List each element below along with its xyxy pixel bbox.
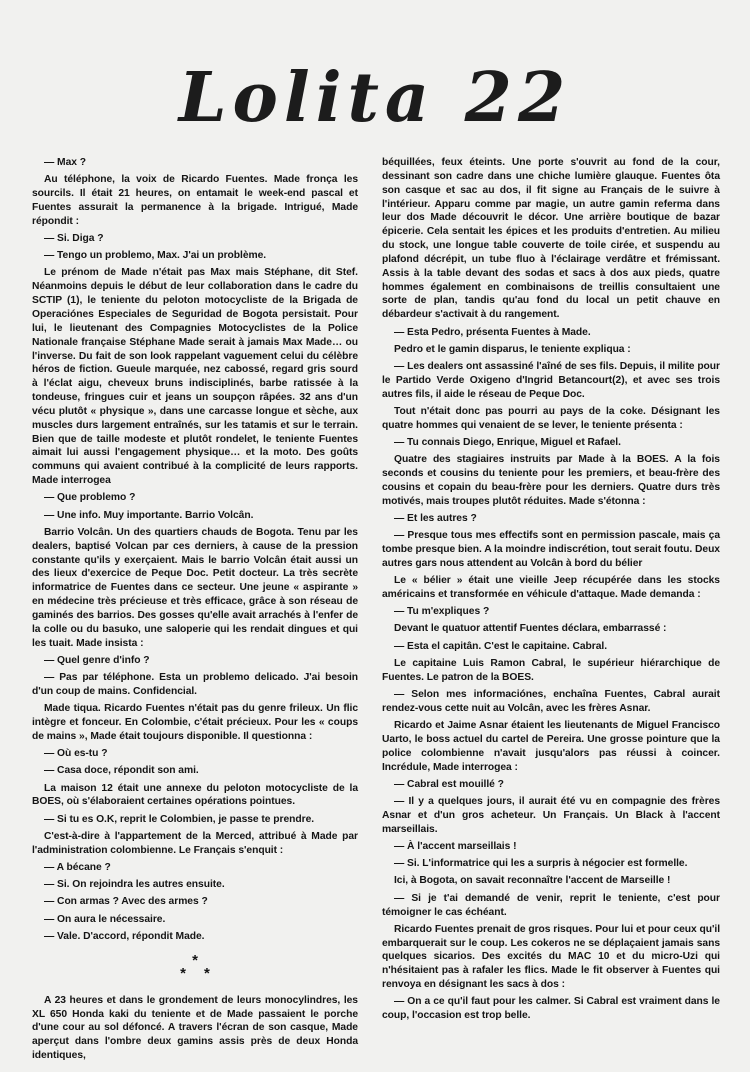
paragraph: — Con armas ? Avec des armes ?: [44, 896, 208, 908]
paragraph: Barrio Volcân. Un des quartiers chauds de Bogota. Tenu par les dealers, baptisé Volcan par ces derniers, à cause de la pression constante qu'ils y exerçaient. Mais le barrio Volcân était aussi un des lieux d'exercice de Peque Doc. Petit docteur. La très secrète informatrice de Fuentes dans ce secteur. Une jeune « aspirante » en médecine très précieuse et très efficace, grâce à son réseau de gaminés des barrios. Des gosses qu'elle avait arrachés à l'enfer de la colle ou du basuko, une saloperie qui les rendait dingues et qui les tuait. Made insista :: [32, 526, 358, 649]
paragraph: — Si. Diga ?: [44, 233, 104, 244]
paragraph: — Presque tous mes effectifs sont en permission pascale, mais ça tombe presque bien. A la moindre indiscrétion, tout serait foutu. Deux autres gars nous attendent au Volcân à bord du bélier: [382, 530, 720, 569]
paragraph: — Quel genre d'info ?: [44, 654, 150, 666]
paragraph: — Pas par téléphone. Esta un problemo delicado. J'ai besoin d'un coup de mains. Confidencial.: [32, 672, 358, 697]
paragraph: Quatre des stagiaires instruits par Made à la BOES. A la fois seconds et cousins du teniente pour les premiers, et beau-frère des cousins et copain du beau-frère pour les derniers. Quatre durs très motivés, mais troupes plutôt réduites. Made s'étonna :: [382, 454, 720, 507]
paragraph: — Tu m'expliques ?: [394, 606, 490, 618]
paragraph: A 23 heures et dans le grondement de leurs monocylindres, les XL 650 Honda kaki du teniente et de Made passaient le porche d'une cour au sol défoncé. A travers l'écran de son casque, Made aperçut dans l'ombre deux gamins assis près de deux Honda identiques,: [32, 994, 358, 1062]
paragraph: La maison 12 était une annexe du peloton motocycliste de la BOES, où s'élaboraient certaines opérations pointues.: [32, 782, 358, 808]
text-column-right: [382, 156, 720, 1036]
paragraph: — Casa doce, répondit son ami.: [44, 765, 199, 777]
paragraph: — Où es-tu ?: [44, 748, 108, 760]
paragraph: Ricardo Fuentes prenait de gros risques. Pour lui et pour ceux qu'il embarquerait sur le coup. Les cokeros ne se déplaçaient jamais sans quelques sicarios. Des excités du MAC 10 et du micro-Uzi qui n'hésitaient pas à rafaler les flics. Made le fit observer à Fuentes qui renvoya en désignant les sacs à dos :: [382, 923, 720, 991]
paragraph: Pedro et le gamin disparus, le teniente expliqua :: [394, 343, 631, 355]
paragraph: béquillées, feux éteints. Une porte s'ouvrit au fond de la cour, dessinant son cadre dans une chiche lumière glauque. Fuentes ôta son casque et sac au dos, il fit signe au Français de le suivre à l'intérieur. Apparu comme par magie, un autre gamin referma dans leur dos Made découvrit le décor. Une arrière boutique de bazar épicerie. Cela sentait les épices et les produits d'entretien. Au milieu du stock, une longue table couverte de toile cirée, et suspendu au plafond décrépit, un tube fluo à l'éclairage verdâtre et frémissant. Assis à la table devant des sodas et sacs à dos aux pieds, quatre hommes également en combinaisons de treillis consultaient une sorte de plan, tandis qu'au fond du local un petit chauve en débardeur s'activait à du rangement.: [382, 157, 720, 321]
paragraph: — Tu connais Diego, Enrique, Miguel et Rafael.: [394, 436, 621, 448]
article-title: Lolita 22: [178, 58, 572, 138]
paragraph: — À l'accent marseillais !: [394, 841, 517, 852]
paragraph: Tout n'était donc pas pourri au pays de la coke. Désignant les quatre hommes qui venaient de se lever, le teniente présenta :: [382, 405, 720, 431]
paragraph: Ricardo et Jaime Asnar étaient les lieutenants de Miguel Francisco Uarto, le boss actuel du cartel de Pereira. Une grosse pointure que la police colombienne n'avait jusqu'alors pas réussi à coincer. Incrédule, Made interrogea :: [382, 720, 720, 773]
paragraph: — A bécane ?: [44, 861, 111, 873]
paragraph: — On a ce qu'il faut pour les calmer. Si Cabral est vraiment dans le coup, l'occasion est trop belle.: [382, 996, 720, 1022]
paragraph: — Si. L'informatrice qui les a surpris à négocier est formelle.: [394, 858, 688, 870]
paragraph: — Une info. Muy importante. Barrio Volcân.: [44, 509, 254, 521]
paragraph: Made tiqua. Ricardo Fuentes n'était pas du genre frileux. Un flic intègre et fonceur. En Colombie, c'était précieux. Pour les « coups de mains », Made était toujours disponible. Il questionna :: [32, 703, 358, 742]
paragraph: Ici, à Bogota, on savait reconnaître l'accent de Marseille !: [394, 875, 671, 887]
paragraph: Le capitaine Luis Ramon Cabral, le supérieur hiérarchique de Fuentes. Le patron de la BOES.: [382, 657, 720, 683]
paragraph: — Les dealers ont assassiné l'aîné de ses fils. Depuis, il milite pour le Partido Verde Oxigeno d'Ingrid Betancourt(2), et avec ses trois autres fils, il aide le réseau de Peque Doc.: [382, 360, 720, 400]
paragraph: Le prénom de Made n'était pas Max mais Stéphane, dit Stef. Néanmoins depuis le début de leur collaboration dans le cadre du SCTIP (1), le teniente du peloton motocycliste de la Brigada de Operaciónes Especiales de Seguridad de Bogota persistait. Pour lui, le lieutenant des Compagnies Motocyclistes de la Police Nationale française Stéphane Made serait à jamais Max Made… ou l'inverse. Du fait de son look rappelant vaguement celui du célèbre héros de fiction. Gueule marquée, nez cabossé, regard gris sourd à l'éclat aigu, cheveux bruns indisciplinés, barbe ratissée à la tondeuse, fringues cuir et jeans un soupçon râpées. 32 ans d'un vécu plutôt « physique », dans une carcasse longue et sèche, aux muscles durs largement entraînés, sur les tatamis et sur le terrain. Bien que de taille modeste et plutôt rondelet, le teniente Fuentes aimait lui aussi l'engagement physique… et la moto. Des goûts communs qui avaient contribué à la complicité de leurs rapports. Made interrogea: [32, 267, 358, 487]
paragraph: Le « bélier » était une vieille Jeep récupérée dans les stocks américains et transformée en véhicule d'attaque. Made demanda :: [382, 575, 720, 600]
paragraph: — Et les autres ?: [394, 512, 477, 524]
paragraph: — Il y a quelques jours, il aurait été vu en compagnie des frères Asnar et d'un gros acheteur. Un Français. Un Black à l'accent marseillais.: [382, 796, 720, 835]
paragraph: — Tengo un problemo, Max. J'ai un problème.: [44, 250, 267, 262]
paragraph: C'est-à-dire à l'appartement de la Merced, attribué à Made par l'administration colombienne. Le Français s'enquit :: [32, 830, 358, 856]
paragraph: — Selon mes informaciónes, enchaîna Fuentes, Cabral aurait rendez-vous cette nuit au Volcân, avec les frères Asnar.: [382, 689, 720, 714]
paragraph: — Esta el capitân. C'est le capitaine. Cabral.: [394, 640, 608, 652]
text-column-left: [32, 156, 358, 1062]
paragraph: Devant le quatuor attentif Fuentes déclara, embarrassé :: [394, 623, 667, 635]
paragraph: — Vale. D'accord, répondit Made.: [44, 930, 205, 942]
paragraph: — On aura le nécessaire.: [44, 913, 166, 925]
section-separator: * **: [180, 951, 228, 982]
paragraph: — Cabral est mouillé ?: [394, 778, 504, 790]
paragraph: — Si tu es O.K, reprit le Colombien, je passe te prendre.: [44, 813, 315, 825]
paragraph: — Si. On rejoindra les autres ensuite.: [44, 879, 225, 891]
paragraph: — Max ?: [44, 157, 86, 168]
paragraph: — Que problemo ?: [44, 492, 136, 504]
paragraph: — Esta Pedro, présenta Fuentes à Made.: [394, 326, 591, 338]
paragraph: — Si je t'ai demandé de venir, reprit le teniente, c'est pour témoigner le cas échéant.: [382, 892, 720, 918]
paragraph: Au téléphone, la voix de Ricardo Fuentes. Made fronça les sourcils. Il était 21 heures, on entamait le week-end pascal et Fuentes assurait la permanence à la brigade. Intrigué, Made répondit :: [32, 174, 358, 227]
